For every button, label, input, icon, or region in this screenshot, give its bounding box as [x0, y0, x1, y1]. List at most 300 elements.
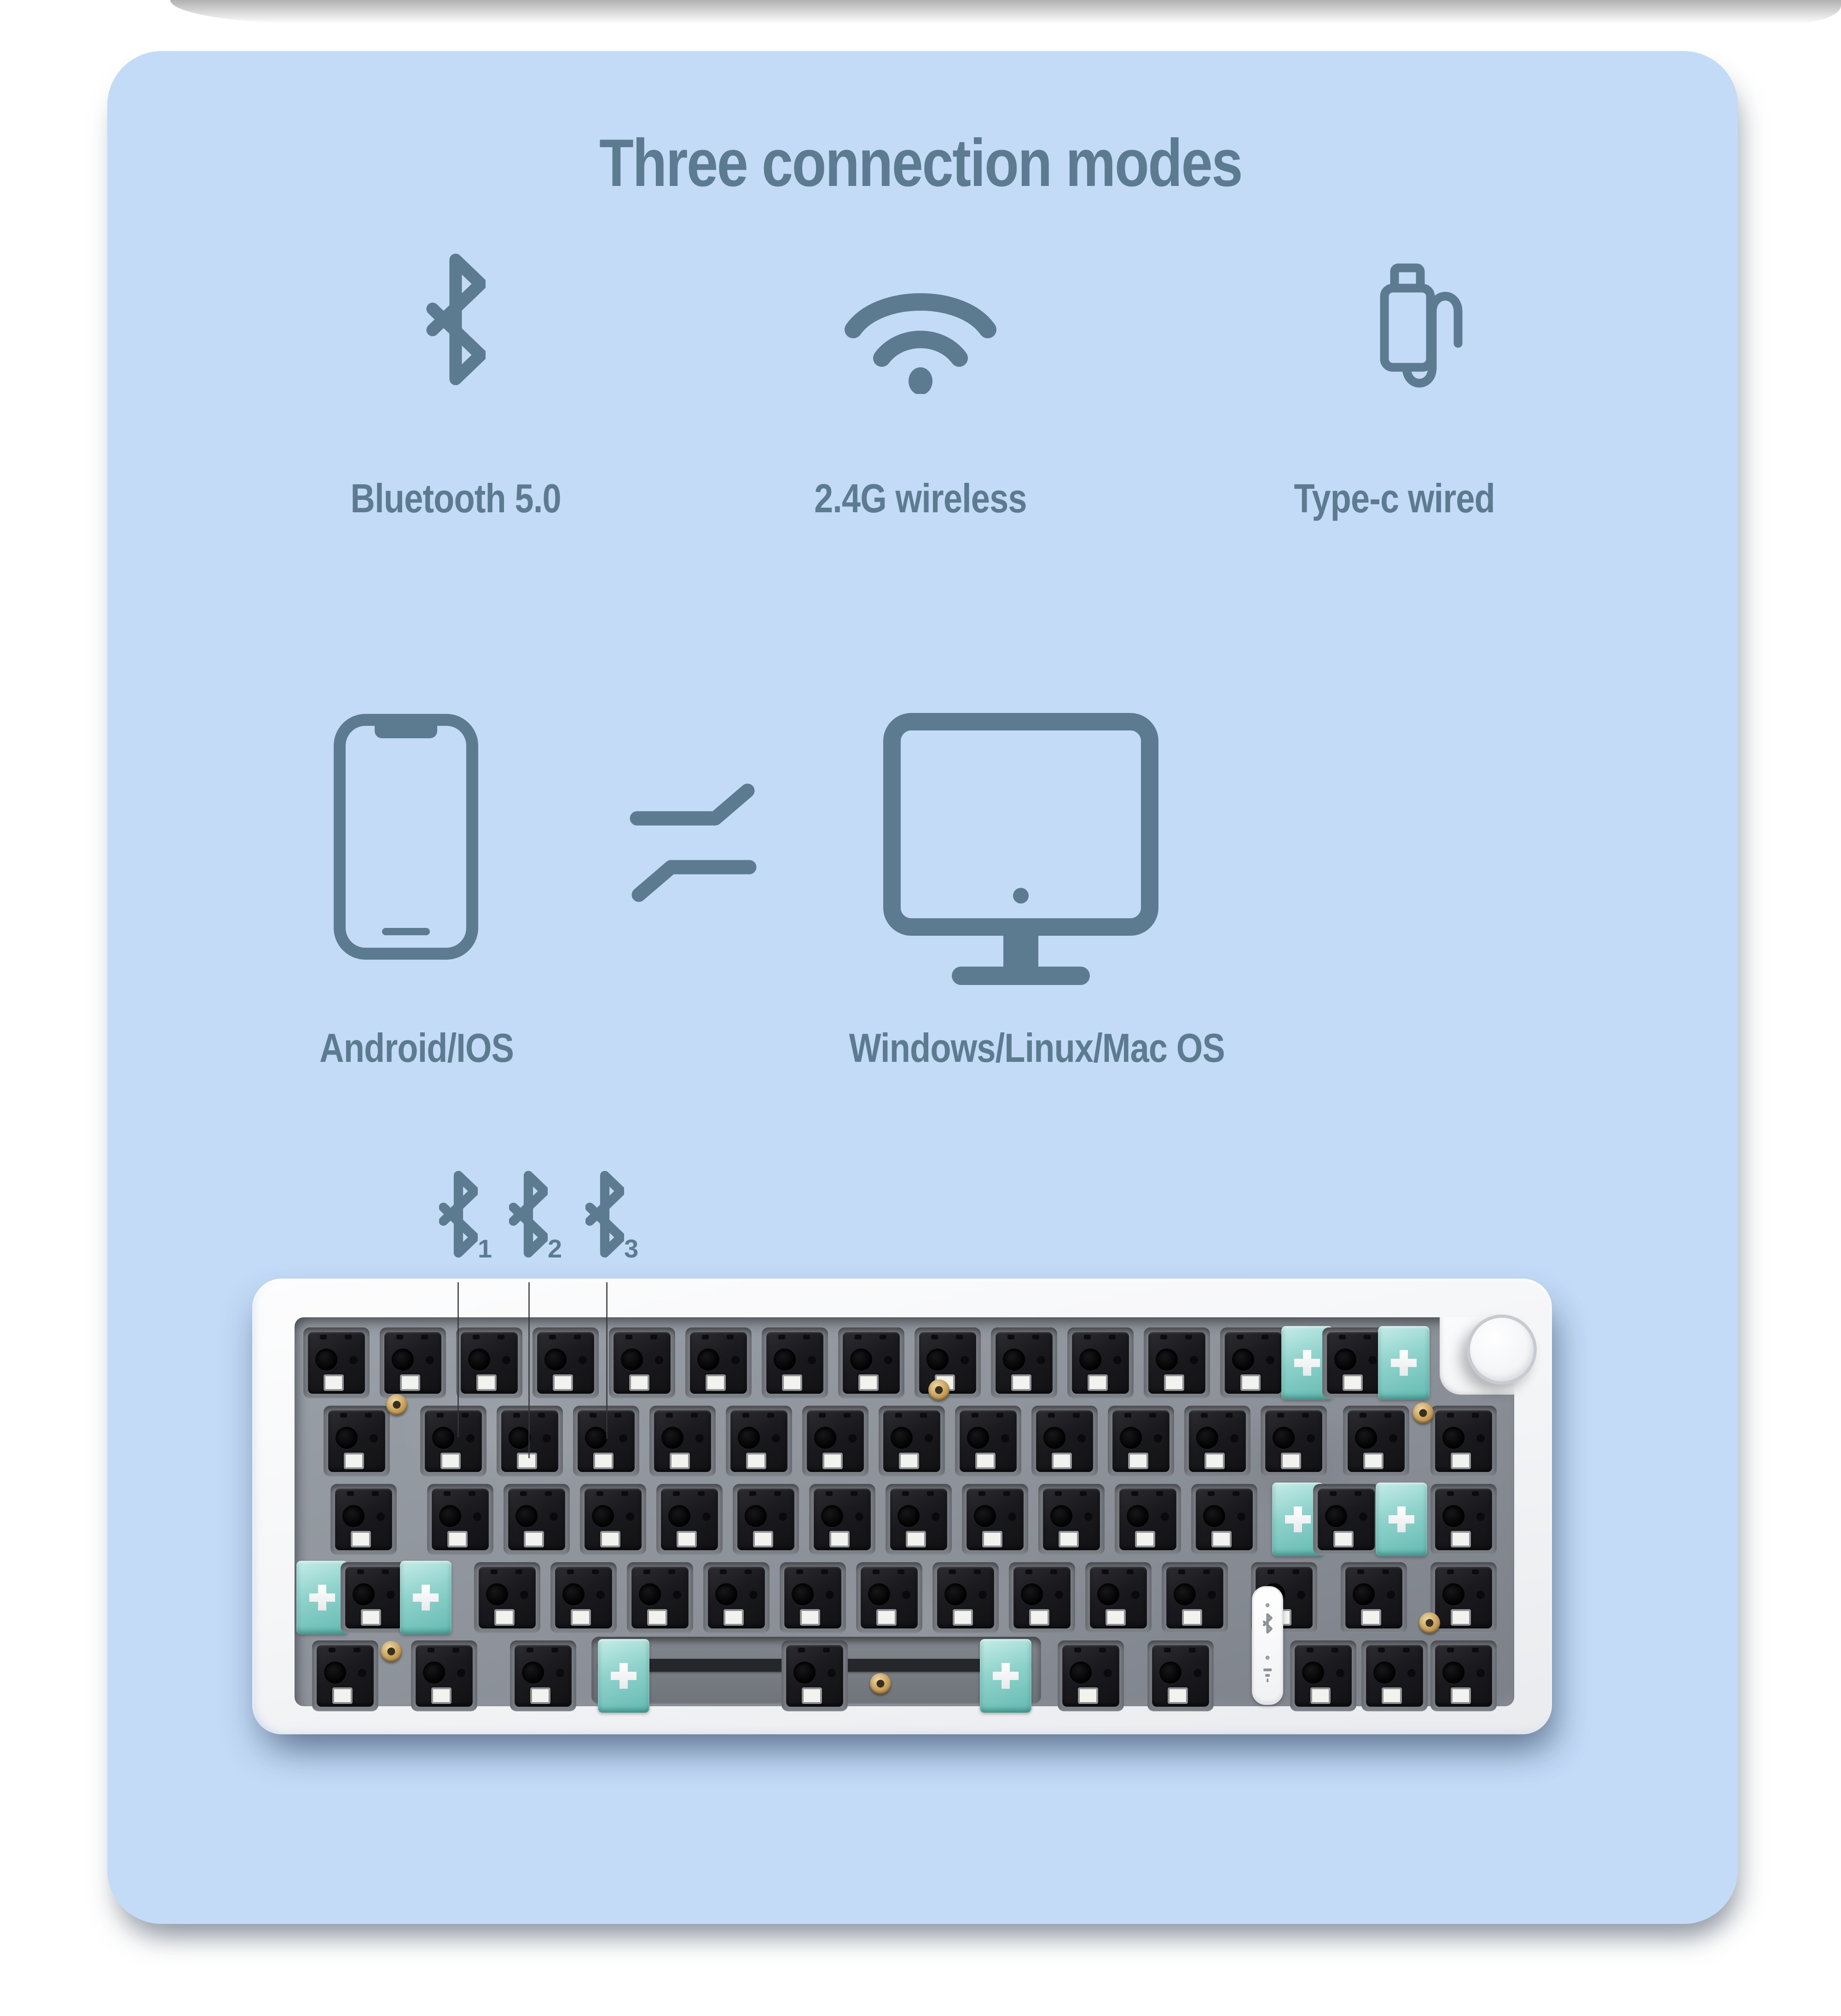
socket-detail [621, 1349, 643, 1371]
socket-detail [974, 1505, 996, 1527]
socket-detail [1476, 1434, 1485, 1442]
socket-detail [1164, 1648, 1171, 1652]
socket-detail [1451, 1687, 1471, 1704]
socket-detail [349, 1356, 358, 1364]
socket-detail [1361, 1609, 1381, 1626]
socket-detail [650, 1335, 657, 1339]
socket-detail [361, 1609, 381, 1626]
key-socket [1189, 1410, 1246, 1472]
socket-detail [387, 1591, 395, 1599]
socket-detail [1113, 1356, 1122, 1364]
socket-detail [1389, 1506, 1414, 1532]
socket-detail [931, 1335, 938, 1339]
key-socket [1435, 1410, 1492, 1472]
socket-detail [1336, 1669, 1344, 1677]
socket-detail [724, 1609, 744, 1626]
socket-detail [1447, 1648, 1454, 1652]
socket-detail [798, 1648, 805, 1652]
socket-detail [967, 1427, 989, 1449]
socket-detail [1325, 1505, 1347, 1527]
socket-detail [1472, 1413, 1479, 1418]
socket-detail [978, 1491, 985, 1496]
socket-detail [1055, 1491, 1062, 1496]
socket-detail [498, 1335, 504, 1339]
socket-detail [543, 1434, 551, 1442]
socket-detail [1001, 1434, 1009, 1442]
socket-detail [1384, 1413, 1391, 1418]
socket-detail [527, 1648, 533, 1652]
key-socket [328, 1410, 385, 1472]
socket-detail [1330, 1491, 1337, 1496]
socket-detail [1447, 1570, 1454, 1574]
socket-detail [462, 1413, 469, 1418]
socket-detail [1262, 1666, 1273, 1684]
key-socket [1112, 1410, 1169, 1472]
pointer-line [457, 1282, 459, 1437]
socket-detail [353, 1583, 375, 1605]
socket-detail [1302, 1413, 1309, 1418]
socket-detail [457, 1669, 465, 1677]
socket-detail [668, 1505, 690, 1527]
socket-detail [1353, 1583, 1375, 1605]
socket-detail [1382, 1687, 1402, 1704]
socket-detail [1476, 1669, 1485, 1677]
socket-detail [1124, 1413, 1131, 1418]
key-socket [1348, 1410, 1405, 1472]
socket-detail [553, 1374, 573, 1391]
socket-detail [600, 1531, 620, 1547]
key-socket [786, 1645, 843, 1707]
socket-detail [779, 1512, 787, 1521]
socket-detail [358, 1669, 366, 1677]
socket-detail [629, 1374, 649, 1391]
key-socket [1090, 1567, 1147, 1628]
socket-detail [1021, 1583, 1043, 1605]
socket-detail [828, 1669, 836, 1677]
socket-detail [668, 1570, 675, 1574]
socket-detail [858, 1374, 879, 1391]
socket-detail [517, 1453, 537, 1469]
socket-detail [666, 1413, 673, 1418]
socket-detail [1363, 1453, 1384, 1469]
socket-detail [324, 1374, 344, 1391]
key-socket [461, 1332, 518, 1394]
socket-detail [727, 1335, 734, 1339]
socket-detail [1104, 1669, 1112, 1677]
bluetooth-channel-2-number: 2 [548, 1234, 562, 1263]
socket-detail [956, 1335, 963, 1339]
socket-detail [848, 1434, 857, 1442]
socket-detail [753, 1531, 773, 1547]
socket-detail [1203, 1570, 1210, 1574]
socket-detail [1447, 1491, 1454, 1496]
socket-detail [1237, 1512, 1245, 1521]
socket-detail [655, 1356, 663, 1364]
socket-detail [953, 1609, 973, 1626]
socket-detail [961, 1356, 969, 1364]
key-socket [1043, 1489, 1100, 1550]
socket-detail [1131, 1591, 1140, 1599]
socket-detail [1161, 1512, 1169, 1521]
socket-detail [1277, 1413, 1284, 1418]
socket-detail [1378, 1648, 1385, 1652]
socket-detail [1262, 1335, 1268, 1339]
socket-detail [1052, 1453, 1072, 1469]
key-socket [384, 1332, 441, 1394]
socket-detail [1190, 1356, 1198, 1364]
socket-detail [1266, 1656, 1270, 1660]
socket-detail [1359, 1512, 1367, 1521]
socket-detail [643, 1570, 650, 1574]
socket-detail [376, 1512, 385, 1521]
socket-detail [469, 1491, 475, 1496]
key-socket [308, 1332, 365, 1394]
socket-detail [1196, 1427, 1218, 1449]
socket-detail [1339, 1335, 1346, 1339]
socket-detail [486, 1583, 508, 1605]
socket-detail [1472, 1491, 1479, 1496]
socket-detail [1332, 1648, 1338, 1652]
key-socket [1062, 1645, 1119, 1707]
socket-detail [452, 1648, 459, 1652]
socket-detail [895, 1413, 902, 1418]
screw [381, 1641, 402, 1662]
socket-detail [1451, 1531, 1471, 1547]
socket-detail [808, 1356, 816, 1364]
socket-detail [1109, 1335, 1116, 1339]
socket-detail [1149, 1413, 1156, 1418]
socket-detail [1382, 1570, 1389, 1574]
socket-detail [1003, 1491, 1010, 1496]
socket-detail [884, 1356, 892, 1364]
socket-detail [1079, 1349, 1101, 1371]
key-socket [416, 1645, 473, 1707]
socket-detail [902, 1591, 910, 1599]
socket-detail [1078, 1687, 1098, 1704]
socket-detail [1230, 1434, 1239, 1442]
socket-detail [392, 1349, 414, 1371]
socket-detail [476, 1374, 497, 1391]
socket-detail [1120, 1427, 1142, 1449]
socket-detail [370, 1434, 378, 1442]
socket-detail [906, 1531, 926, 1547]
socket-detail [439, 1505, 461, 1527]
socket-detail [551, 1648, 558, 1652]
socket-detail [670, 1453, 690, 1469]
socket-detail [336, 1427, 358, 1449]
socket-detail [1364, 1335, 1371, 1339]
key-socket [515, 1645, 572, 1707]
socket-detail [715, 1583, 737, 1605]
key-socket [807, 1410, 864, 1472]
socket-detail [793, 1662, 816, 1684]
socket-detail [1077, 1434, 1086, 1442]
socket-detail [821, 1570, 828, 1574]
key-socket [335, 1489, 392, 1550]
socket-detail [803, 1335, 810, 1339]
socket-detail [927, 1491, 934, 1496]
platform-label-desktop: Windows/Linux/Mac OS [849, 1025, 1225, 1071]
socket-detail [851, 1491, 857, 1496]
socket-detail [802, 1687, 822, 1704]
socket-detail [1262, 1613, 1273, 1634]
socket-detail [647, 1609, 667, 1626]
screw [1413, 1402, 1434, 1424]
key-socket [585, 1489, 642, 1550]
socket-detail [544, 1349, 567, 1371]
key-socket [1435, 1489, 1492, 1550]
socket-detail [440, 1453, 461, 1469]
socket-detail [1442, 1505, 1465, 1527]
socket-detail [1240, 1374, 1261, 1391]
socket-detail [792, 1583, 814, 1605]
socket-detail [1174, 1583, 1196, 1605]
socket-detail [767, 1413, 774, 1418]
socket-detail [1307, 1648, 1314, 1652]
socket-detail [697, 1349, 719, 1371]
socket-detail [1266, 1603, 1270, 1607]
socket-detail [1360, 1413, 1366, 1418]
socket-detail [1055, 1591, 1063, 1599]
socket-detail [844, 1413, 851, 1418]
socket-detail [1447, 1413, 1454, 1418]
socket-detail [426, 1356, 434, 1364]
socket-detail [585, 1427, 607, 1449]
key-socket [1265, 1410, 1322, 1472]
socket-detail [1050, 1570, 1057, 1574]
socket-detail [611, 1663, 637, 1689]
socket-detail [1237, 1335, 1244, 1339]
key-socket [890, 1489, 947, 1550]
screw [928, 1379, 949, 1401]
page-title: Three connection modes [599, 125, 1242, 200]
socket-detail [567, 1570, 574, 1574]
socket-detail [619, 1434, 627, 1442]
socket-detail [1102, 1570, 1109, 1574]
socket-detail [796, 1570, 803, 1574]
key-socket [425, 1410, 482, 1472]
volume-knob [1467, 1315, 1537, 1385]
socket-detail [880, 1335, 886, 1339]
key-socket [1072, 1332, 1129, 1394]
socket-detail [673, 1491, 680, 1496]
key-socket [555, 1567, 612, 1628]
key-socket [661, 1489, 718, 1550]
key-socket [1435, 1645, 1492, 1707]
socket-detail [447, 1531, 468, 1547]
key-socket [1152, 1645, 1209, 1707]
socket-detail [530, 1687, 550, 1704]
socket-detail [800, 1609, 820, 1626]
socket-detail [1281, 1453, 1301, 1469]
pointer-line [528, 1282, 530, 1458]
socket-detail [902, 1491, 909, 1496]
socket-detail [590, 1413, 596, 1418]
socket-detail [1156, 1349, 1178, 1371]
socket-detail [855, 1512, 863, 1521]
socket-detail [868, 1583, 890, 1605]
socket-detail [873, 1570, 880, 1574]
socket-detail [1451, 1609, 1471, 1626]
key-socket [766, 1332, 823, 1394]
socket-detail [520, 1591, 528, 1599]
key-socket [1166, 1567, 1223, 1628]
socket-detail [1201, 1413, 1208, 1418]
socket-detail [423, 1662, 445, 1684]
socket-detail [513, 1413, 520, 1418]
socket-detail [782, 1374, 802, 1391]
stabilizer [1376, 1483, 1427, 1556]
socket-detail [826, 1491, 833, 1496]
socket-detail [819, 1413, 826, 1418]
socket-detail [821, 1505, 843, 1527]
socket-detail [1080, 1491, 1087, 1496]
socket-detail [822, 1453, 843, 1469]
socket-detail [1307, 1434, 1315, 1442]
socket-detail [975, 1453, 996, 1469]
socket-detail [996, 1413, 1003, 1418]
socket-detail [745, 1505, 767, 1527]
socket-detail [1442, 1583, 1465, 1605]
socket-detail [1084, 1512, 1093, 1521]
socket-detail [515, 1505, 538, 1527]
socket-detail [1266, 1356, 1274, 1364]
key-socket [1345, 1567, 1402, 1628]
key-socket [1148, 1332, 1205, 1394]
key-socket [1036, 1410, 1093, 1472]
socket-detail [1011, 1374, 1031, 1391]
socket-detail [746, 1453, 766, 1469]
socket-detail [320, 1335, 327, 1339]
socket-detail [614, 1413, 621, 1418]
socket-detail [1355, 1491, 1361, 1496]
socket-detail [592, 1570, 599, 1574]
socket-detail [978, 1591, 987, 1599]
socket-detail [926, 1349, 949, 1371]
socket-detail [695, 1434, 704, 1442]
socket-detail [677, 1531, 697, 1547]
socket-detail [538, 1413, 545, 1418]
socket-detail [925, 1434, 933, 1442]
socket-detail [1007, 1335, 1014, 1339]
stabilizer [980, 1639, 1031, 1713]
socket-detail [1442, 1662, 1465, 1684]
socket-detail [944, 1583, 967, 1605]
pointer-line [606, 1282, 608, 1439]
key-socket [479, 1567, 536, 1628]
socket-detail [522, 1662, 544, 1684]
socket-detail [372, 1491, 379, 1496]
key-socket [960, 1410, 1017, 1472]
socket-detail [1407, 1669, 1416, 1677]
socket-detail [596, 1591, 605, 1599]
socket-detail [340, 1413, 347, 1418]
socket-detail [774, 1491, 781, 1496]
socket-detail [1097, 1583, 1119, 1605]
socket-detail [850, 1349, 872, 1371]
key-socket [1435, 1567, 1492, 1628]
socket-detail [993, 1663, 1019, 1689]
socket-detail [742, 1413, 749, 1418]
socket-detail [1059, 1531, 1079, 1547]
socket-detail [550, 1512, 558, 1521]
screw [870, 1673, 891, 1694]
socket-detail [556, 1669, 564, 1677]
mode-label-typec: Type-c wired [1294, 475, 1495, 521]
socket-detail [324, 1662, 346, 1684]
key-socket [708, 1567, 765, 1628]
mode-label-bluetooth: Bluetooth 5.0 [350, 475, 561, 521]
socket-detail [1442, 1427, 1465, 1449]
socket-detail [897, 1505, 920, 1527]
socket-detail [1294, 1350, 1320, 1376]
socket-detail [621, 1491, 628, 1496]
socket-detail [421, 1335, 428, 1339]
socket-detail [1037, 1356, 1045, 1364]
socket-detail [823, 1648, 830, 1652]
socket-detail [982, 1531, 1002, 1547]
socket-detail [949, 1570, 956, 1574]
socket-detail [625, 1335, 632, 1339]
socket-detail [1070, 1662, 1092, 1684]
socket-detail [891, 1427, 913, 1449]
socket-detail [1106, 1609, 1126, 1626]
socket-detail [745, 1570, 752, 1574]
socket-detail [494, 1609, 515, 1626]
socket-detail [698, 1491, 705, 1496]
stabilizer [400, 1561, 452, 1634]
key-socket [1366, 1645, 1423, 1707]
key-socket [967, 1489, 1024, 1550]
socket-detail [515, 1570, 522, 1574]
socket-detail [1292, 1570, 1299, 1574]
socket-detail [731, 1356, 740, 1364]
socket-detail [1285, 1506, 1311, 1532]
key-socket [737, 1489, 794, 1550]
socket-detail [1185, 1335, 1192, 1339]
socket-detail [1008, 1512, 1016, 1521]
socket-detail [1160, 1335, 1167, 1339]
socket-detail [444, 1491, 451, 1496]
key-socket [690, 1332, 747, 1394]
socket-detail [972, 1413, 978, 1418]
socket-detail [365, 1413, 372, 1418]
socket-detail [1211, 1531, 1232, 1547]
socket-detail [357, 1570, 364, 1574]
socket-detail [1451, 1453, 1471, 1469]
socket-detail [1426, 1619, 1434, 1627]
socket-detail [437, 1413, 444, 1418]
key-socket [614, 1332, 671, 1394]
socket-detail [1131, 1491, 1138, 1496]
key-socket [1295, 1645, 1352, 1707]
socket-detail [545, 1491, 552, 1496]
socket-detail [702, 1335, 709, 1339]
socket-detail [329, 1648, 336, 1652]
socket-detail [1025, 1570, 1032, 1574]
socket-detail [1189, 1648, 1196, 1652]
socket-detail [351, 1531, 371, 1547]
socket-detail [1333, 1531, 1354, 1547]
socket-detail [1357, 1570, 1364, 1574]
socket-detail [1182, 1609, 1202, 1626]
socket-detail [626, 1512, 634, 1521]
socket-detail [524, 1531, 544, 1547]
socket-detail [691, 1413, 698, 1418]
socket-detail [1050, 1505, 1072, 1527]
socket-detail [897, 1570, 904, 1574]
key-socket [317, 1645, 374, 1707]
